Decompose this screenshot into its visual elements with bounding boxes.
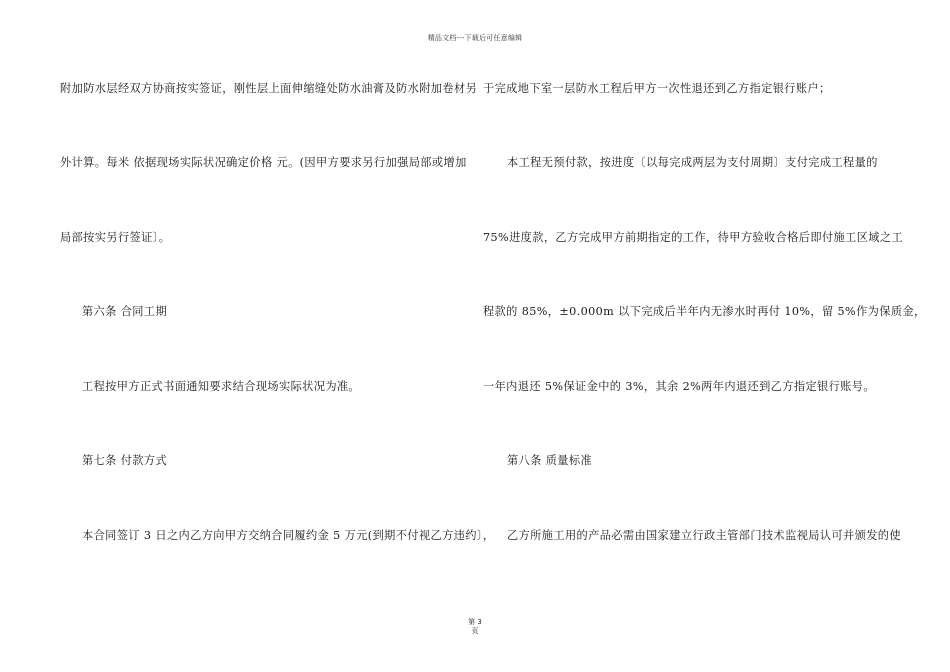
article-7-heading: 第七条 付款方式 <box>82 454 168 467</box>
left-line-3: 局部按实另行签证〕。 <box>60 231 171 244</box>
article-6-heading: 第六条 合同工期 <box>82 305 168 318</box>
right-line-3: 75%进度款，乙方完成甲方前期指定的工作，待甲方验收合格后即付施工区域之工 <box>483 231 904 244</box>
page-header: 精品文档---下载后可任意编辑 <box>427 34 523 42</box>
right-line-5: 一年内退还 5%保证金中的 3%，其余 2%两年内退还到乙方指定银行账号。 <box>483 380 875 393</box>
article-8-heading: 第八条 质量标准 <box>507 454 593 467</box>
right-line-2: 本工程无预付款，按进度〔以每完成两层为支付周期〕支付完成工程量的 <box>507 156 878 169</box>
page-number-suffix: 页 <box>471 627 479 635</box>
left-line-2: 外计算。每米 依据现场实际状况确定价格 元。(因甲方要求另行加强局部或增加 <box>60 156 467 169</box>
left-line-1: 附加防水层经双方协商按实签证，刚性层上面伸缩缝处防水油膏及防水附加卷材另 <box>60 82 478 95</box>
page-number: 第 3 <box>468 618 482 626</box>
left-line-5: 工程按甲方正式书面通知要求结合现场实际状况为准。 <box>82 380 361 393</box>
left-line-7: 本合同签订 3 日之内乙方向甲方交纳合同履约金 5 万元(到期不付视乙方违约〕， <box>82 529 495 542</box>
right-line-7: 乙方所施工用的产品必需由国家建立行政主管部门技术监视局认可并颁发的使 <box>507 529 901 542</box>
right-line-4: 程款的 85%，±0.000m 以下完成后半年内无渗水时再付 10%，留 5%作为保质金， <box>483 305 926 318</box>
right-line-1: 于完成地下室一层防水工程后甲方一次性退还到乙方指定银行账户； <box>483 82 831 95</box>
